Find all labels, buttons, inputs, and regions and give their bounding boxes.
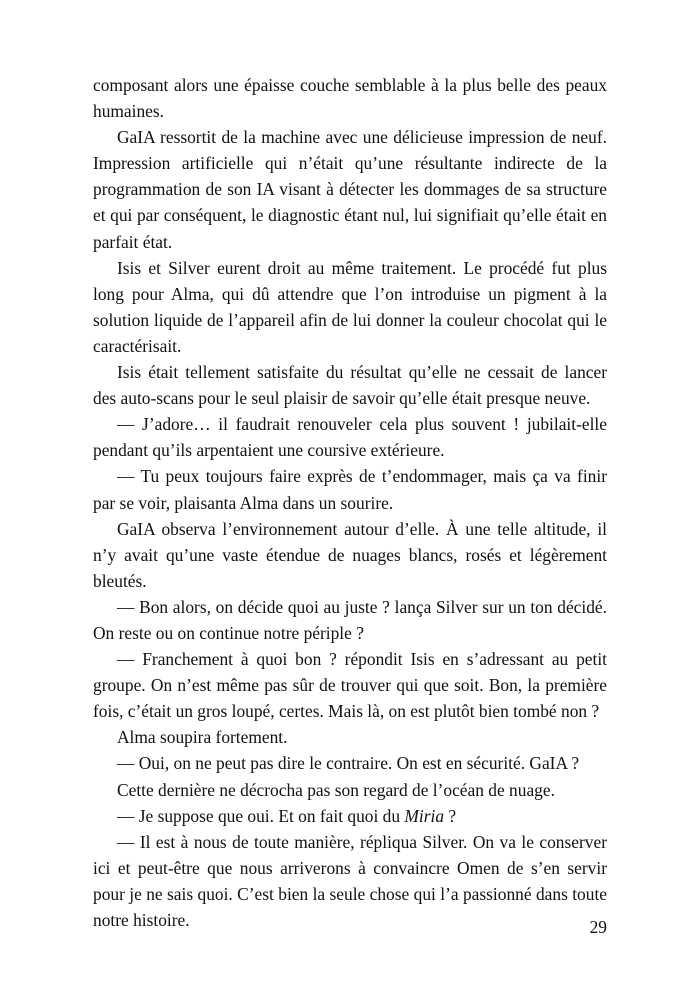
paragraph-2: GaIA ressortit de la machine avec une délicieuse impression de neuf. Impression artificielle qui n’était qu’une résultante indirecte de la programmation de son IA visant à détecter les dommages de sa structure et qui par conséquent, le diagnostic étant nul, lui signifiait qu’elle était en parfait état. [93,127,607,252]
body-text [93,72,607,933]
page-number: 29 [589,917,607,937]
paragraph-10: Alma soupira fortement. [117,727,288,748]
paragraph-last: — Il est à nous de toute manière, répliqua Silver. On va le conserver ici et peut-être que nous arriverons à convaincre Omen de s’en servir pour je ne sais quoi. C’est bien la seule chose qui l’a passionné dans toute notre histoire. [93,831,607,930]
paragraph-miria [93,803,607,829]
paragraph-11: — Oui, on ne peut pas dire le contraire. On est en sécurité. GaIA ? [117,753,580,774]
paragraph-12: Cette dernière ne décrocha pas son regard de l’océan de nuage. [117,779,555,800]
miria-title: Miria [404,805,445,826]
miria-line-after: ? [444,805,457,826]
paragraph-8: — Bon alors, on décide quoi au juste ? lança Silver sur un ton décidé. On reste ou on continue notre périple ? [93,596,607,643]
paragraph-6: — Tu peux toujours faire exprès de t’endommager, mais ça va finir par se voir, plaisanta Alma dans un sourire. [93,466,607,513]
paragraph-3: Isis et Silver eurent droit au même traitement. Le procédé fut plus long pour Alma, qui dû attendre que l’on introduise un pigment à la solution liquide de l’appareil afin de lui donner la couleur chocolat qui le caractérisait. [93,257,607,356]
miria-line-before: — Je suppose que oui. Et on fait quoi du [117,805,405,826]
paragraph-7: GaIA observa l’environnement autour d’elle. À une telle altitude, il n’y avait qu’une vaste étendue de nuages blancs, rosés et légèrement bleutés. [93,518,607,591]
paragraph-5: — J’adore… il faudrait renouveler cela plus souvent ! jubilait-elle pendant qu’ils arpentaient une coursive extérieure. [93,414,607,461]
paragraph-4: Isis était tellement satisfaite du résultat qu’elle ne cessait de lancer des auto-scans pour le seul plaisir de savoir qu’elle était presque neuve. [93,362,607,409]
paragraph-9: — Franchement à quoi bon ? répondit Isis en s’adressant au petit groupe. On n’est même pas sûr de trouver qui que soit. Bon, la première fois, c’était un gros loupé, certes. Mais là, on est plutôt bien tombé non ? [93,649,607,722]
paragraph-1: composant alors une épaisse couche semblable à la plus belle des peaux humaines. [93,75,607,122]
